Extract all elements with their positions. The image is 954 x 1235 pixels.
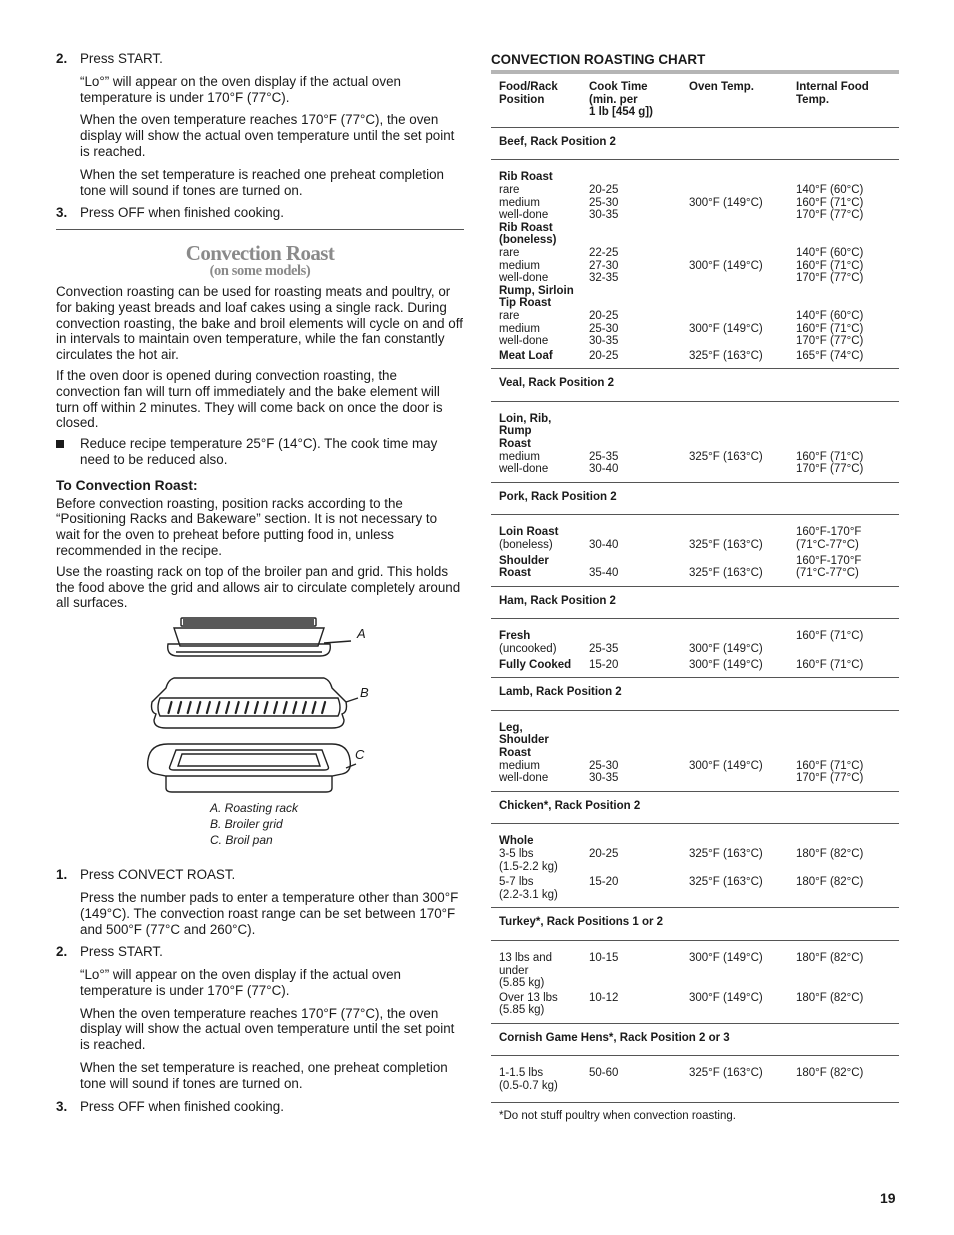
group-title: Pork, Rack Position 2 <box>491 482 899 515</box>
group-title: Turkey*, Rack Positions 1 or 2 <box>491 908 899 941</box>
time: 15-20 <box>589 656 689 678</box>
chart-footnote: *Do not stuff poultry when convection roasting. <box>499 1109 736 1122</box>
table-group-row <box>491 1023 899 1056</box>
food-name: Meat Loaf <box>491 348 589 369</box>
oven-cell <box>689 824 796 873</box>
grid-slot <box>207 702 210 713</box>
doneness: well-done <box>499 335 549 348</box>
step-text: When the set temperature is reached one preheat completion tone will sound if tones are turned on. <box>80 166 444 198</box>
food-name: Roast <box>499 438 531 451</box>
subheading: To Convection Roast: <box>56 477 198 493</box>
oven-temp: 300°F (149°C) <box>689 259 763 272</box>
food-cell <box>491 515 589 552</box>
time-cell <box>589 619 689 656</box>
internal-temp: 160°F (71°C) <box>796 196 864 209</box>
doneness: rare <box>499 309 520 322</box>
grid-slot <box>255 702 258 713</box>
internal-temp: 160°F (71°C) <box>796 656 899 678</box>
internal-temp: 170°F (77°C) <box>796 209 864 222</box>
internal-temp: 160°F (71°C) <box>796 450 864 463</box>
step-2 <box>56 944 464 1091</box>
left-column <box>56 51 464 1121</box>
internal-temp: 180°F (82°C) <box>796 847 864 860</box>
grid-slot <box>245 702 248 713</box>
grid-slot <box>236 702 239 713</box>
internal-temp: 170°F (77°C) <box>796 272 864 285</box>
time: 30-40 <box>589 539 619 552</box>
food-name: Leg, <box>499 721 523 734</box>
weight: under <box>499 964 529 977</box>
weight: 3-5 lbs <box>499 847 534 860</box>
food-name: Tip Roast <box>499 297 552 310</box>
food-cell <box>491 990 589 1024</box>
oven-temp: 325°F (163°C) <box>689 873 796 908</box>
oven-temp: 300°F (149°C) <box>689 990 796 1024</box>
oven-cell <box>689 619 796 656</box>
oven-temp: 300°F (149°C) <box>689 322 763 335</box>
group-title: Beef, Rack Position 2 <box>491 127 899 160</box>
oven-temp: 325°F (163°C) <box>689 539 763 552</box>
weight: (2.2-3.1 kg) <box>499 888 558 901</box>
group-title: Veal, Rack Position 2 <box>491 369 899 402</box>
table-row <box>491 552 899 587</box>
internal-temp: 140°F (60°C) <box>796 183 864 196</box>
header-text: (min. per <box>589 93 638 106</box>
time: 35-40 <box>589 567 619 580</box>
food-cell <box>491 710 589 791</box>
weight: (5.85 kg) <box>499 977 545 990</box>
time: 25-30 <box>589 759 619 772</box>
internal-temp: 160°F-170°F <box>796 526 862 539</box>
grid-slot <box>178 702 181 713</box>
internal-temp: 160°F (71°C) <box>796 322 864 335</box>
step-label: Press OFF when finished cooking. <box>80 205 284 221</box>
table-row <box>491 515 899 552</box>
oven-temp: 300°F (149°C) <box>689 951 763 964</box>
table-row <box>491 160 899 222</box>
caption-c: C. Broil pan <box>210 833 273 848</box>
internal-temp: (71°C-77°C) <box>796 567 859 580</box>
internal-cell <box>796 552 899 587</box>
step-1 <box>56 867 464 937</box>
intro-paragraph: Convection roasting can be used for roasting meats and poultry, or for baking yeast breads and loaf cakes using a single rack. During convection roasting, the bake and broil elements will cycle on and off in intervals to maintain oven temperature, while the fan constantly circulates the hot air. <box>56 283 463 363</box>
doneness: rare <box>499 246 520 259</box>
header-internal-temp: Internal Food Temp. <box>796 74 899 127</box>
internal-temp: 140°F (60°C) <box>796 246 864 259</box>
doneness: well-done <box>499 772 549 785</box>
food-sub: (uncooked) <box>499 643 557 655</box>
table-row <box>491 824 899 873</box>
header-text: 1 lb [454 g]) <box>589 106 653 119</box>
doneness: medium <box>499 322 540 335</box>
grid-slot <box>265 702 268 713</box>
group-title: Chicken*, Rack Position 2 <box>491 791 899 824</box>
time: 20-25 <box>589 348 689 369</box>
section-subtitle: (on some models) <box>209 263 311 280</box>
table-row <box>491 656 899 678</box>
label-b: B <box>360 685 369 701</box>
time: 25-30 <box>589 196 619 209</box>
food-name: Fresh <box>499 630 531 643</box>
chart-title: CONVECTION ROASTING CHART <box>491 52 706 67</box>
time: 25-35 <box>589 450 619 463</box>
table-group-row <box>491 791 899 824</box>
doneness: medium <box>499 259 540 272</box>
step-2-top <box>56 51 464 198</box>
grid-slot <box>197 702 200 713</box>
internal-temp: 180°F (82°C) <box>796 990 899 1024</box>
time: 27-30 <box>589 259 619 272</box>
bullet-text: Reduce recipe temperature 25°F (14°C). The cook time may need to be reduced also. <box>80 436 438 467</box>
internal-temp: 170°F (77°C) <box>796 335 864 348</box>
doneness: well-done <box>499 272 549 285</box>
convection-roasting-chart <box>491 51 899 1122</box>
time-cell <box>589 285 689 348</box>
section-divider <box>56 229 464 230</box>
food-name: Rump, Sirloin <box>499 284 574 297</box>
food-name: (boneless) <box>499 234 557 247</box>
step-text: When the set temperature is reached, one preheat completion tone will sound if tones are turned on. <box>80 1060 448 1091</box>
roasting-rack-illustration <box>56 616 464 861</box>
table-row <box>491 873 899 908</box>
table-header-row <box>491 74 899 127</box>
oven-cell <box>689 285 796 348</box>
food-cell <box>491 222 589 285</box>
doneness: rare <box>499 183 520 196</box>
oven-temp: 325°F (163°C) <box>689 847 763 860</box>
food-name: Whole <box>499 835 534 848</box>
food-name: Roast <box>499 567 531 580</box>
time: 30-35 <box>589 772 619 785</box>
food-name: Loin, Rib, <box>499 412 552 425</box>
internal-temp: 160°F (71°C) <box>796 630 864 643</box>
oven-temp: 325°F (163°C) <box>689 348 796 369</box>
table-group-row <box>491 908 899 941</box>
step-text: When the oven temperature reaches 170°F (77°C), the oven display will show the actual oven temperature until the set point is reached. <box>80 1005 455 1053</box>
header-cook-time <box>589 74 689 127</box>
food-cell <box>491 873 589 908</box>
oven-temp: 300°F (149°C) <box>689 656 796 678</box>
food-sub: (boneless) <box>499 539 553 552</box>
intro-paragraph: If the oven door is opened during convection roasting, the convection fan will turn off immediately and the bake element will turn off within 2 minutes. They will come back on once the door is closed. <box>56 367 443 431</box>
caption-b: B. Broiler grid <box>210 817 283 832</box>
time: 25-35 <box>589 643 619 655</box>
page-number: 19 <box>880 1190 896 1206</box>
internal-temp: (71°C-77°C) <box>796 539 859 552</box>
instruction-paragraph: Use the roasting rack on top of the broiler pan and grid. This holds the food above the grid and allows air to circulate completely around all surfaces. <box>56 563 461 611</box>
time: 22-25 <box>589 246 619 259</box>
weight: 5-7 lbs <box>499 876 534 889</box>
doneness: medium <box>499 450 540 463</box>
internal-cell <box>796 222 899 285</box>
food-name: Shoulder <box>499 734 549 747</box>
internal-temp: 180°F (82°C) <box>796 951 864 964</box>
weight: 1-1.5 lbs <box>499 1067 544 1080</box>
step-number: 3. <box>56 1098 68 1114</box>
header-food: Food/Rack Position <box>491 74 589 127</box>
internal-cell <box>796 710 899 791</box>
grid-slot <box>293 702 296 713</box>
food-cell <box>491 160 589 222</box>
oven-cell <box>689 710 796 791</box>
group-title: Lamb, Rack Position 2 <box>491 678 899 711</box>
step-label: Press OFF when finished cooking. <box>80 1098 284 1114</box>
section-title: Convection Roast <box>185 241 335 266</box>
time-cell <box>589 160 689 222</box>
doneness: well-done <box>499 463 549 476</box>
oven-temp: 325°F (163°C) <box>689 450 763 463</box>
table-group-row <box>491 678 899 711</box>
table-group-row <box>491 369 899 402</box>
weight: Over 13 lbs <box>499 991 558 1004</box>
group-title: Cornish Game Hens*, Rack Position 2 or 3 <box>491 1023 899 1056</box>
instruction-paragraph: Before convection roasting, position racks according to the “Positioning Racks and Bakeware” section. It is not necessary to wait for the oven to preheat before putting food in, unless recommended in the recipe. <box>56 495 438 558</box>
food-name: Fully Cooked <box>491 656 589 678</box>
step-number: 3. <box>56 205 68 221</box>
table-row <box>491 710 899 791</box>
table-row <box>491 348 899 369</box>
internal-cell <box>796 401 899 482</box>
time: 25-30 <box>589 322 619 335</box>
label-a: A <box>357 626 366 642</box>
oven-temp: 325°F (163°C) <box>689 1056 796 1102</box>
food-name: Loin Roast <box>499 526 559 539</box>
food-cell <box>491 401 589 482</box>
table-row <box>491 222 899 285</box>
internal-temp: 160°F (71°C) <box>796 759 864 772</box>
step-text: When the oven temperature reaches 170°F (77°C), the oven display will show the actual oven temperature until the set point is reached. <box>80 112 455 159</box>
doneness: well-done <box>499 209 549 222</box>
time: 20-25 <box>589 183 619 196</box>
internal-temp: 170°F (77°C) <box>796 772 864 785</box>
oven-cell <box>689 160 796 222</box>
table-row <box>491 940 899 989</box>
time: 15-20 <box>589 873 689 908</box>
time: 20-25 <box>589 847 619 860</box>
grid-slot <box>188 702 191 713</box>
internal-cell <box>796 515 899 552</box>
food-cell <box>491 552 589 587</box>
table-row <box>491 285 899 348</box>
grid-slot <box>217 702 220 713</box>
grid-slot <box>313 702 316 713</box>
food-name: Rump <box>499 425 532 438</box>
internal-temp: 160°F-170°F <box>796 554 862 567</box>
oven-temp: 300°F (149°C) <box>689 643 763 655</box>
oven-temp: 300°F (149°C) <box>689 196 763 209</box>
oven-temp: 325°F (163°C) <box>689 567 763 580</box>
internal-temp: 170°F (77°C) <box>796 463 864 476</box>
weight: 13 lbs and <box>499 951 553 964</box>
time-cell <box>589 824 689 873</box>
food-cell <box>491 1056 589 1102</box>
oven-cell <box>689 222 796 285</box>
table-row <box>491 619 899 656</box>
food-name: Rib Roast <box>499 171 553 184</box>
rack-diagram <box>56 616 464 801</box>
roasting-table <box>491 74 899 1103</box>
table-row <box>491 1056 899 1102</box>
step-number: 2. <box>56 944 68 960</box>
step-label: Press CONVECT ROAST. <box>80 867 236 883</box>
food-name: Rib Roast <box>499 221 553 234</box>
time-cell <box>589 710 689 791</box>
label-c: C <box>355 747 365 763</box>
time: 10-15 <box>589 951 619 964</box>
time-cell <box>589 515 689 552</box>
internal-cell <box>796 160 899 222</box>
internal-cell <box>796 824 899 873</box>
time-cell <box>589 222 689 285</box>
time-cell <box>589 552 689 587</box>
bullet-item <box>56 436 464 468</box>
food-name: Roast <box>499 746 531 759</box>
table-group-row <box>491 586 899 619</box>
step-label: Press START. <box>80 944 163 960</box>
food-cell <box>491 285 589 348</box>
time: 10-12 <box>589 990 689 1024</box>
time: 30-40 <box>589 463 619 476</box>
food-cell <box>491 824 589 873</box>
grid-slot <box>284 702 287 713</box>
table-group-row <box>491 482 899 515</box>
step-label: Press START. <box>80 51 163 66</box>
bullet-square-icon <box>56 440 64 448</box>
grid-slot <box>226 702 229 713</box>
time: 20-25 <box>589 309 619 322</box>
internal-temp: 180°F (82°C) <box>796 1056 899 1102</box>
table-group-row <box>491 127 899 160</box>
weight: (5.85 kg) <box>499 1004 545 1017</box>
header-oven-temp: Oven Temp. <box>689 74 796 127</box>
step-text: “Lo°” will appear on the oven display if the actual oven temperature is under 170°F (77°C). <box>80 967 401 998</box>
figure-captions <box>210 800 298 848</box>
oven-cell <box>689 552 796 587</box>
internal-temp: 140°F (60°C) <box>796 309 864 322</box>
time: 30-35 <box>589 209 619 222</box>
time-cell <box>589 401 689 482</box>
step-text: Press the number pads to enter a temperature other than 300°F (149°C). The convection roast range can be set between 170°F and 500°F (77°C and 260°C). <box>80 889 459 937</box>
header-text: Cook Time <box>589 81 648 93</box>
food-cell <box>491 940 589 989</box>
grid-slot <box>169 702 172 713</box>
food-name: Shoulder <box>499 554 549 567</box>
time: 30-35 <box>589 335 619 348</box>
time: 32-35 <box>589 272 619 285</box>
step-number: 1. <box>56 867 68 883</box>
doneness: medium <box>499 196 540 209</box>
internal-temp: 180°F (82°C) <box>796 873 899 908</box>
step-number: 2. <box>56 51 68 66</box>
grid-slot <box>303 702 306 713</box>
internal-cell <box>796 285 899 348</box>
group-title: Ham, Rack Position 2 <box>491 586 899 619</box>
doneness: medium <box>499 759 540 772</box>
oven-cell <box>689 515 796 552</box>
table-row <box>491 401 899 482</box>
food-cell <box>491 619 589 656</box>
caption-a: A. Roasting rack <box>210 801 299 816</box>
step-3-top <box>56 205 464 221</box>
step-3 <box>56 1099 464 1115</box>
grid-slot <box>322 702 325 713</box>
oven-cell <box>689 401 796 482</box>
time: 50-60 <box>589 1056 689 1102</box>
table-row <box>491 990 899 1024</box>
internal-temp: 165°F (74°C) <box>796 348 899 369</box>
step-text: “Lo°” will appear on the oven display if the actual oven temperature is under 170°F (77°C). <box>80 73 401 105</box>
grid-slot <box>274 702 277 713</box>
weight: (0.5-0.7 kg) <box>499 1080 558 1093</box>
internal-cell <box>796 619 899 656</box>
oven-temp: 300°F (149°C) <box>689 759 763 772</box>
internal-temp: 160°F (71°C) <box>796 259 864 272</box>
weight: (1.5-2.2 kg) <box>499 860 558 873</box>
